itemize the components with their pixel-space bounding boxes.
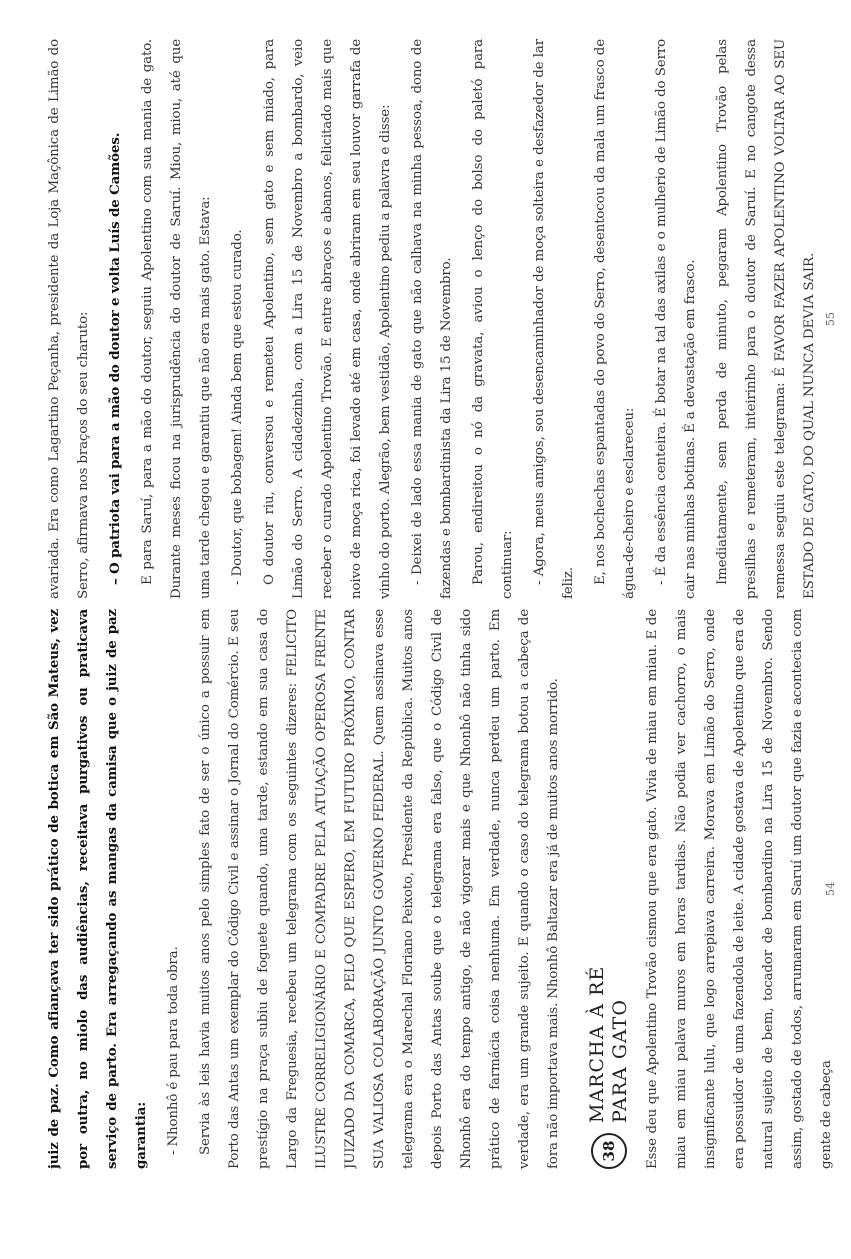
paragraph: Imediatamente, sem perda de minuto, pegaram Apolentino Trovão pelas presilhas e remeteram, inteirinho para o doutor de Saruí. E no cangote dessa remessa seguiu este telegrama: É FAVOR FAZER APOLENTINO VOLTAR AO SEU ESTADO DE GATO, DO QUAL NUNCA DEVIA SAIR. bbox=[715, 39, 817, 599]
left-page bbox=[0, 609, 851, 1169]
paragraph: Parou, endireitou o nó da gravata, aviou o lenço do bolso do paletó para continuar: bbox=[471, 39, 515, 599]
chapter-opening-paragraph: Esse deu que Apolentino Trovão cismou que era gato. Vivia de miau em miau. E de miau em miau palava muros em horas tardias. Não podia ver cachorro, o mais insignificante lulu, que logo arrepiava carreira. Morava em Limão do Serro, onde era possuidor de uma fazendola de leite. A cidade gostava de Apolentino que era de natural sujeito de bem, tocador de bombardino na Lira 15 de Novembro. Sendo assim, gostado de todos, arrumaram em Saruí um doutor que fazia e acontecia com gente de cabeça bbox=[645, 609, 834, 1169]
chapter-heading bbox=[586, 609, 632, 1169]
page-number: 54 bbox=[824, 882, 837, 896]
paragraph: – O patriota vai para a mão do doutor e volta Luís de Camões. bbox=[107, 132, 123, 585]
right-page-text bbox=[40, 39, 827, 599]
page-number: 55 bbox=[824, 312, 837, 326]
right-page bbox=[0, 39, 851, 599]
paragraph: E para Saruí, para a mão do doutor, seguiu Apolentino com sua mania de gato. Durante meses ficou na jurisprudência do doutor de Saruí. Miou, miou, até que uma tarde chegou e garantiu que não era mais gato. Estava: bbox=[140, 39, 213, 599]
paragraph: - Doutor, que bobagem! Ainda bem que estou curado. bbox=[230, 229, 245, 585]
chapter-title bbox=[586, 966, 632, 1123]
left-page-text bbox=[40, 609, 844, 1169]
paragraph: E, nos bochechas espantadas do povo do Serro, desentocou da mala um frasco de água-de-cheiro e esclareceu: bbox=[593, 39, 637, 599]
paragraph: O doutor riu, conversou e remeteu Apolentino, sem gato e sem miado, para Limão do Serro. A cidadezinha, com a Lira 15 de Novembro a bombardo, veio receber o curado Apolentino Trovão. E entre abraços e abanos, felicitado mais que noivo de moça rica, foi levado até em casa, onde abriram em seu louvor garrafa de vinho do porto. Alegrão, bem vestidão, Apolentino pediu a palavra e disse: bbox=[262, 39, 393, 599]
paragraph: - É da essência centeira. É botar na tal das axilas e o mulherio de Limão do Serro cair nas minhas botinas. É a devastação em frasco. bbox=[654, 39, 698, 599]
paragraph: - Agora, meus amigos, sou desencaminhador de moça solteira e desfazedor de lar feliz. bbox=[532, 39, 576, 599]
chapter-title-line: MARCHA À RÉ bbox=[586, 965, 608, 1123]
chapter-title-line: PARA GATO bbox=[609, 999, 631, 1123]
paragraph: - Deixei de lado essa mania de gato que não calhava na minha pessoa, dono de fazendas e bombardinista da Lira 15 de Novembro. bbox=[410, 39, 454, 599]
chapter-number-badge: 38 bbox=[591, 1133, 627, 1169]
paragraph: Servia às leis havia muitos anos pelo simples fato de ser o único a possuir em Porto das Antas um exemplar do Código Civil e assinar o Jornal do Comércio. E seu prestígio na praça subiu de foguete quando, uma tarde, estando em sua casa do Largo da Freguesia, recebeu um telegrama com os seguintes dizeres: FELICITO ILUSTRE CORRELIGIONÁRIO E COMPADRE PELA ATUAÇÃO OPEROSA FRENTE JUIZADO DA COMARCA, PELO QUE ESPERO, EM FUTURO PRÓXIMO, CONTAR SUA VALIOSA COLABORAÇÃO JUNTO GOVERNO FEDERAL. Quem assinava esse telegrama era o Marechal Floriano Peixoto, Presidente da República. Muitos anos depois Porto das Antas soube que o telegrama era falso, que o Código Civil de Nhonhô era do tempo antigo, de não vigorar mais e que Nhonhô não tinha sido prático de farmácia coisa nenhuma. Em verdade, nunca perdeu um parto. Em verdade, era um grande sujeito. E quando o caso do telegrama botou a cabeça de fora não importava mais. Nhonhô Baltazar era já de muitos anos morrido. bbox=[198, 609, 561, 1169]
paragraph: juiz de paz. Como afiançava ter sido prático de botica em São Mateus, vez por outra, no miolo das audiências, receitava purgativos ou praticava serviço de parto. Era arregaçando as mangas da camisa que o juiz de paz garantia: bbox=[46, 609, 149, 1169]
paragraph: - Nhonhô é pau para toda obra. bbox=[166, 946, 181, 1155]
paragraph: avariada. Era como Lagartino Peçanha, presidente da Loja Maçônica de Limão do Serro, afirmava nos braços do seu charuto: bbox=[47, 39, 91, 599]
